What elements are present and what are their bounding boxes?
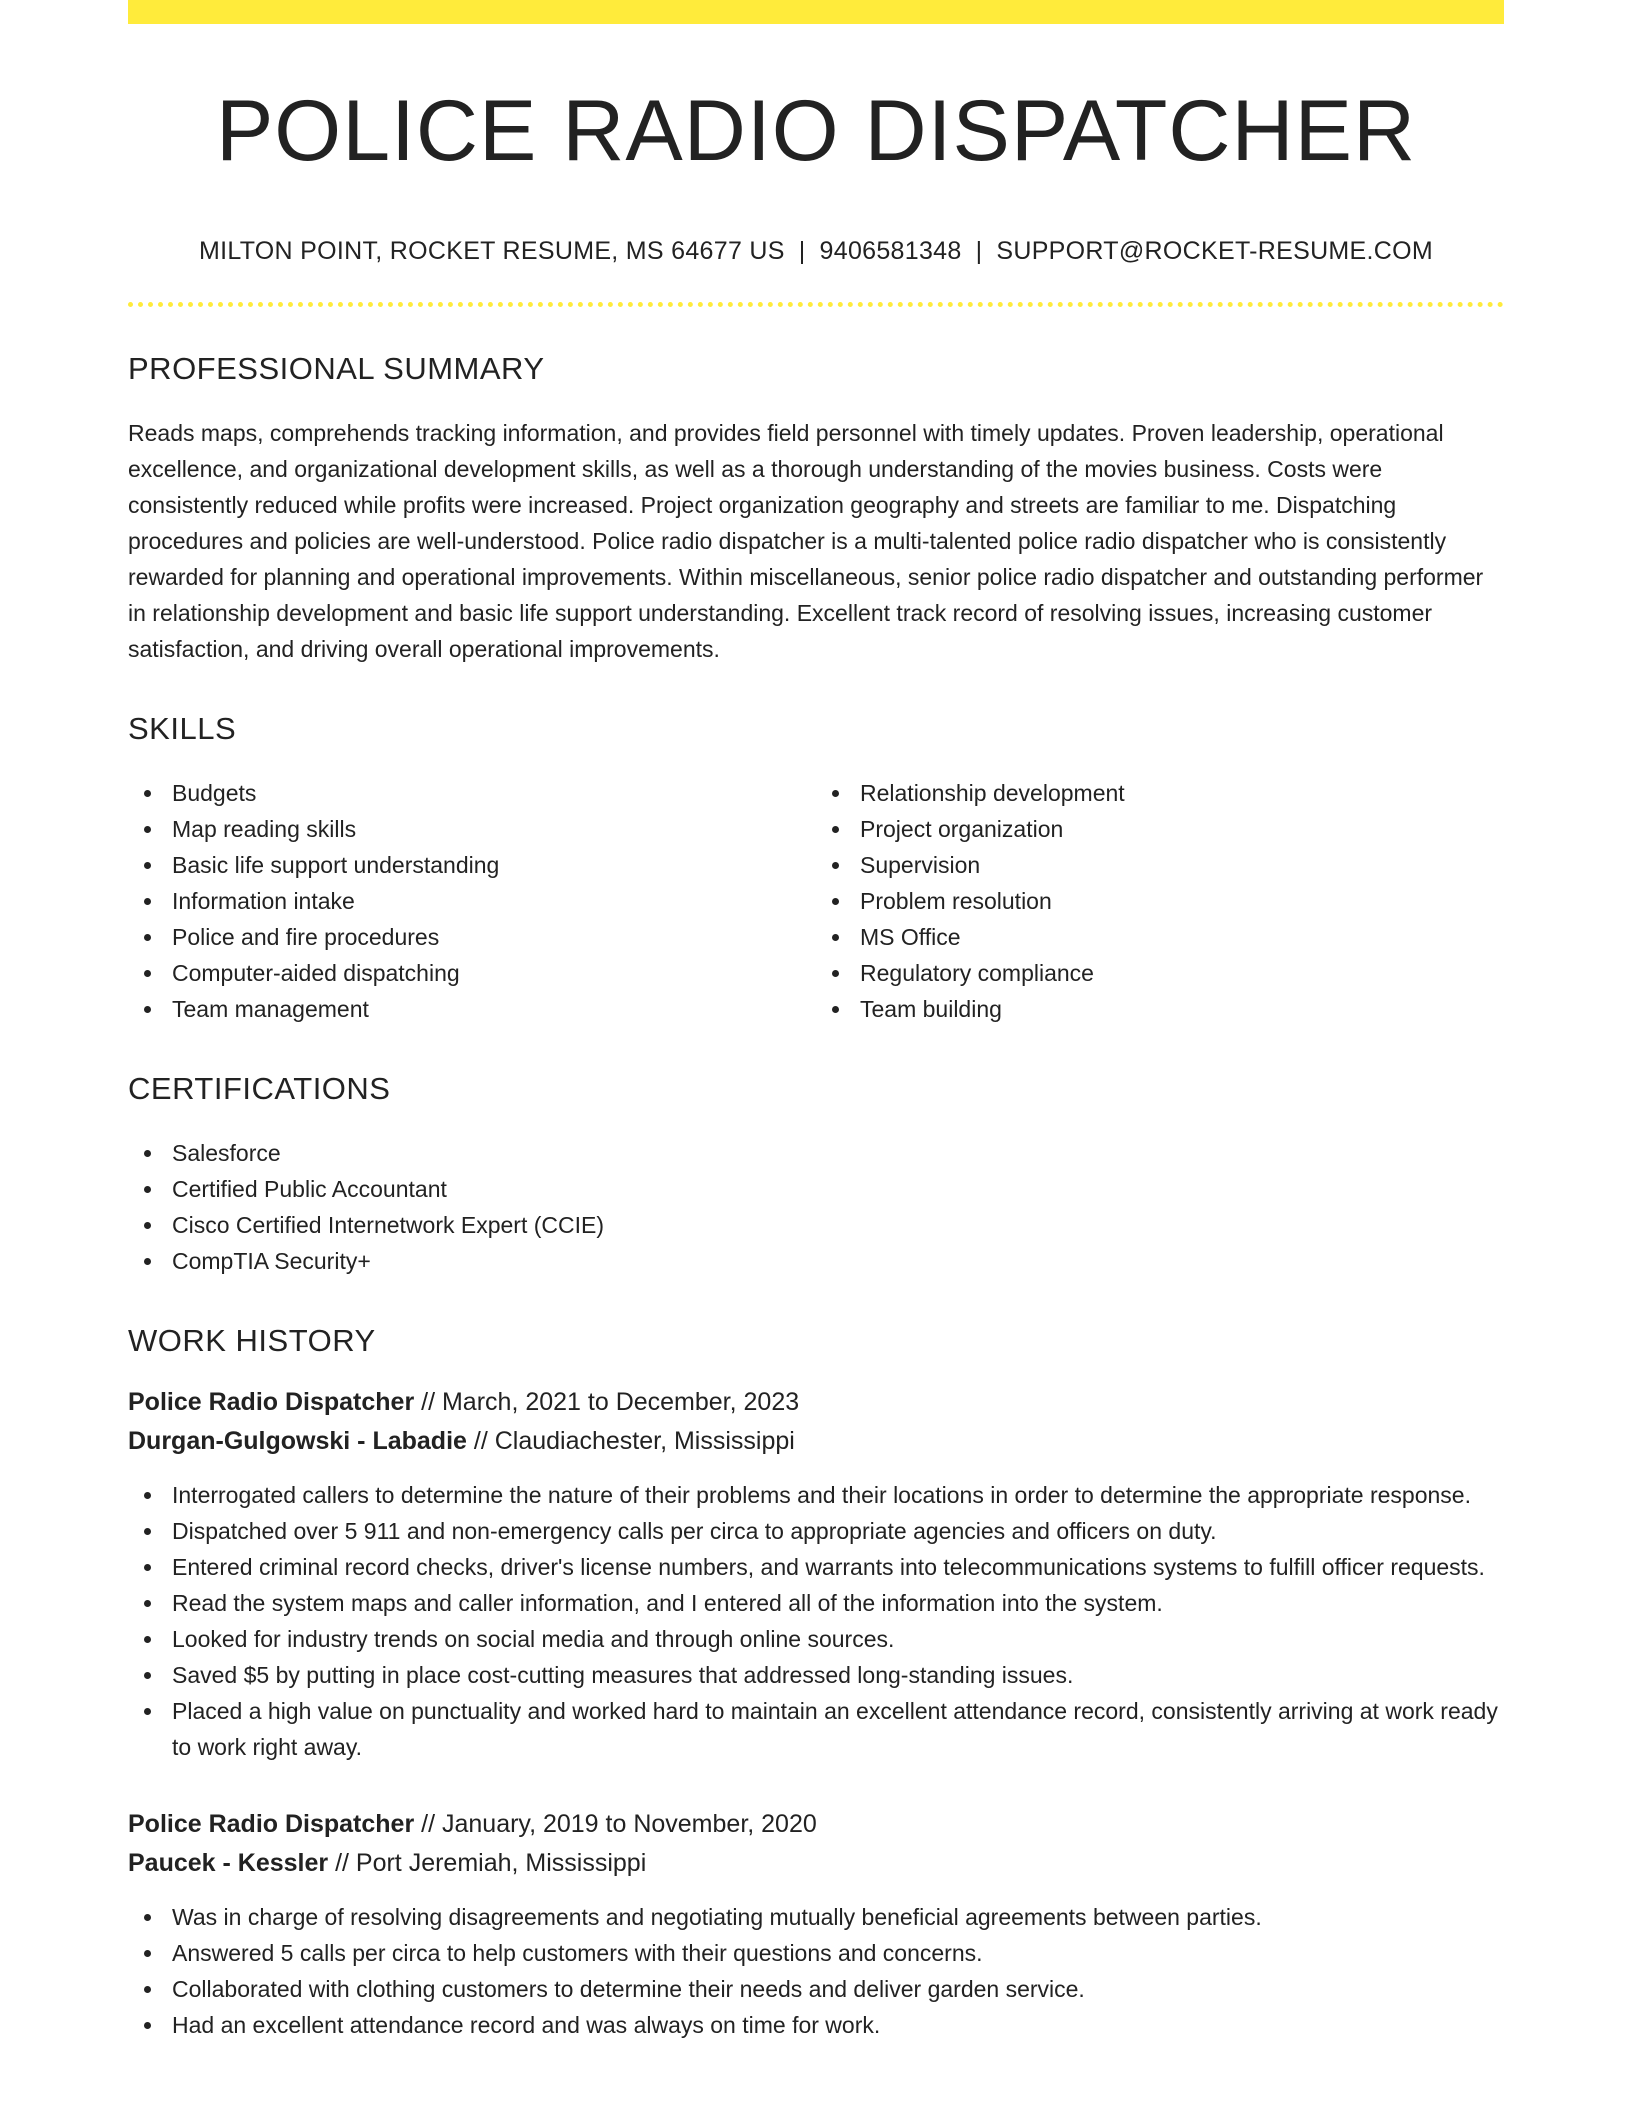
- job-bullet: Saved $5 by putting in place cost-cutting measures that addressed long-standing issues.: [128, 1657, 1504, 1693]
- job-bullets: [128, 1477, 1504, 1765]
- skill-item: Relationship development: [816, 775, 1504, 811]
- job-bullets: [128, 1899, 1504, 2043]
- contact-address: MILTON POINT, ROCKET RESUME, MS 64677 US: [198, 236, 785, 265]
- certifications-heading: CERTIFICATIONS: [128, 1070, 391, 1106]
- contact-separator: |: [975, 236, 983, 265]
- job-bullet: Had an excellent attendance record and was always on time for work.: [128, 2007, 1504, 2043]
- skill-item: Regulatory compliance: [816, 955, 1504, 991]
- skill-item: Team management: [128, 991, 816, 1027]
- header-divider: [128, 302, 1504, 307]
- contact-phone: 9406581348: [819, 236, 962, 265]
- job-bullet: Interrogated callers to determine the nature of their problems and their locations in order to determine the appropriate response.: [128, 1477, 1504, 1513]
- skills-heading: SKILLS: [128, 710, 237, 746]
- skill-item: Project organization: [816, 811, 1504, 847]
- skill-item: Supervision: [816, 847, 1504, 883]
- skill-item: Map reading skills: [128, 811, 816, 847]
- job-bullet: Dispatched over 5 911 and non-emergency calls per circa to appropriate agencies and officers on duty.: [128, 1513, 1504, 1549]
- job-role: Police Radio Dispatcher: [128, 1809, 415, 1838]
- accent-top-bar: [128, 0, 1504, 24]
- job-title-line: [128, 1383, 1504, 1422]
- job-bullet: Looked for industry trends on social media and through online sources.: [128, 1621, 1504, 1657]
- job-bullet: Collaborated with clothing customers to determine their needs and deliver garden service.: [128, 1971, 1504, 2007]
- contact-email: SUPPORT@ROCKET-RESUME.COM: [996, 236, 1434, 265]
- job-location: // Port Jeremiah, Mississippi: [328, 1848, 647, 1877]
- job-company: Paucek - Kessler: [128, 1848, 329, 1877]
- summary-heading: PROFESSIONAL SUMMARY: [128, 350, 545, 386]
- skills-left-list: [128, 775, 816, 1027]
- job-bullet: Placed a high value on punctuality and worked hard to maintain an excellent attendance record, consistently arriving at work ready to work right away.: [128, 1693, 1504, 1765]
- skill-item: Problem resolution: [816, 883, 1504, 919]
- certification-item: Salesforce: [128, 1135, 1504, 1171]
- skill-item: Computer-aided dispatching: [128, 955, 816, 991]
- skill-item: Information intake: [128, 883, 816, 919]
- skill-item: Budgets: [128, 775, 816, 811]
- summary-text: Reads maps, comprehends tracking information, and provides field personnel with timely updates. Proven leadership, operational excellence, and organizational development skills, as well as a thorough understanding of the movies business. Costs were consistently reduced while profits were increased. Project organization geography and streets are familiar to me. Dispatching procedures and policies are well-understood. Police radio dispatcher is a multi-talented police radio dispatcher who is consistently rewarded for planning and operational improvements. Within miscellaneous, senior police radio dispatcher and outstanding performer in relationship development and basic life support understanding. Excellent track record of resolving issues, increasing customer satisfaction, and driving overall operational improvements.: [128, 419, 1484, 662]
- job-title-line: [128, 1805, 1504, 1844]
- job-dates: // January, 2019 to November, 2020: [414, 1809, 817, 1838]
- job-entry: [128, 1805, 1504, 2043]
- job-dates: // March, 2021 to December, 2023: [414, 1387, 800, 1416]
- job-bullet: Was in charge of resolving disagreements and negotiating mutually beneficial agreements between parties.: [128, 1899, 1504, 1935]
- job-company-line: [128, 1844, 1504, 1883]
- skill-item: Police and fire procedures: [128, 919, 816, 955]
- job-bullet: Entered criminal record checks, driver's license numbers, and warrants into telecommunications systems to fulfill officer requests.: [128, 1549, 1504, 1585]
- job-entry: [128, 1383, 1504, 1765]
- job-company: Durgan-Gulgowski - Labadie: [128, 1426, 467, 1455]
- skill-item: MS Office: [816, 919, 1504, 955]
- work-history-heading: WORK HISTORY: [128, 1322, 376, 1358]
- certification-item: Certified Public Accountant: [128, 1171, 1504, 1207]
- skill-item: Basic life support understanding: [128, 847, 816, 883]
- skills-grid: [128, 775, 1504, 1027]
- certification-item: CompTIA Security+: [128, 1243, 1504, 1279]
- contact-line: [128, 237, 1504, 266]
- job-bullet: Read the system maps and caller information, and I entered all of the information into the system.: [128, 1585, 1504, 1621]
- job-role: Police Radio Dispatcher: [128, 1387, 415, 1416]
- certification-item: Cisco Certified Internetwork Expert (CCIE): [128, 1207, 1504, 1243]
- contact-separator: |: [798, 236, 806, 265]
- job-bullet: Answered 5 calls per circa to help customers with their questions and concerns.: [128, 1935, 1504, 1971]
- skill-item: Team building: [816, 991, 1504, 1027]
- job-location: // Claudiachester, Mississippi: [466, 1426, 795, 1455]
- job-company-line: [128, 1422, 1504, 1461]
- skills-right-list: [816, 775, 1504, 1027]
- resume-name: POLICE RADIO DISPATCHER: [215, 83, 1417, 179]
- certifications-list: [128, 1135, 1504, 1279]
